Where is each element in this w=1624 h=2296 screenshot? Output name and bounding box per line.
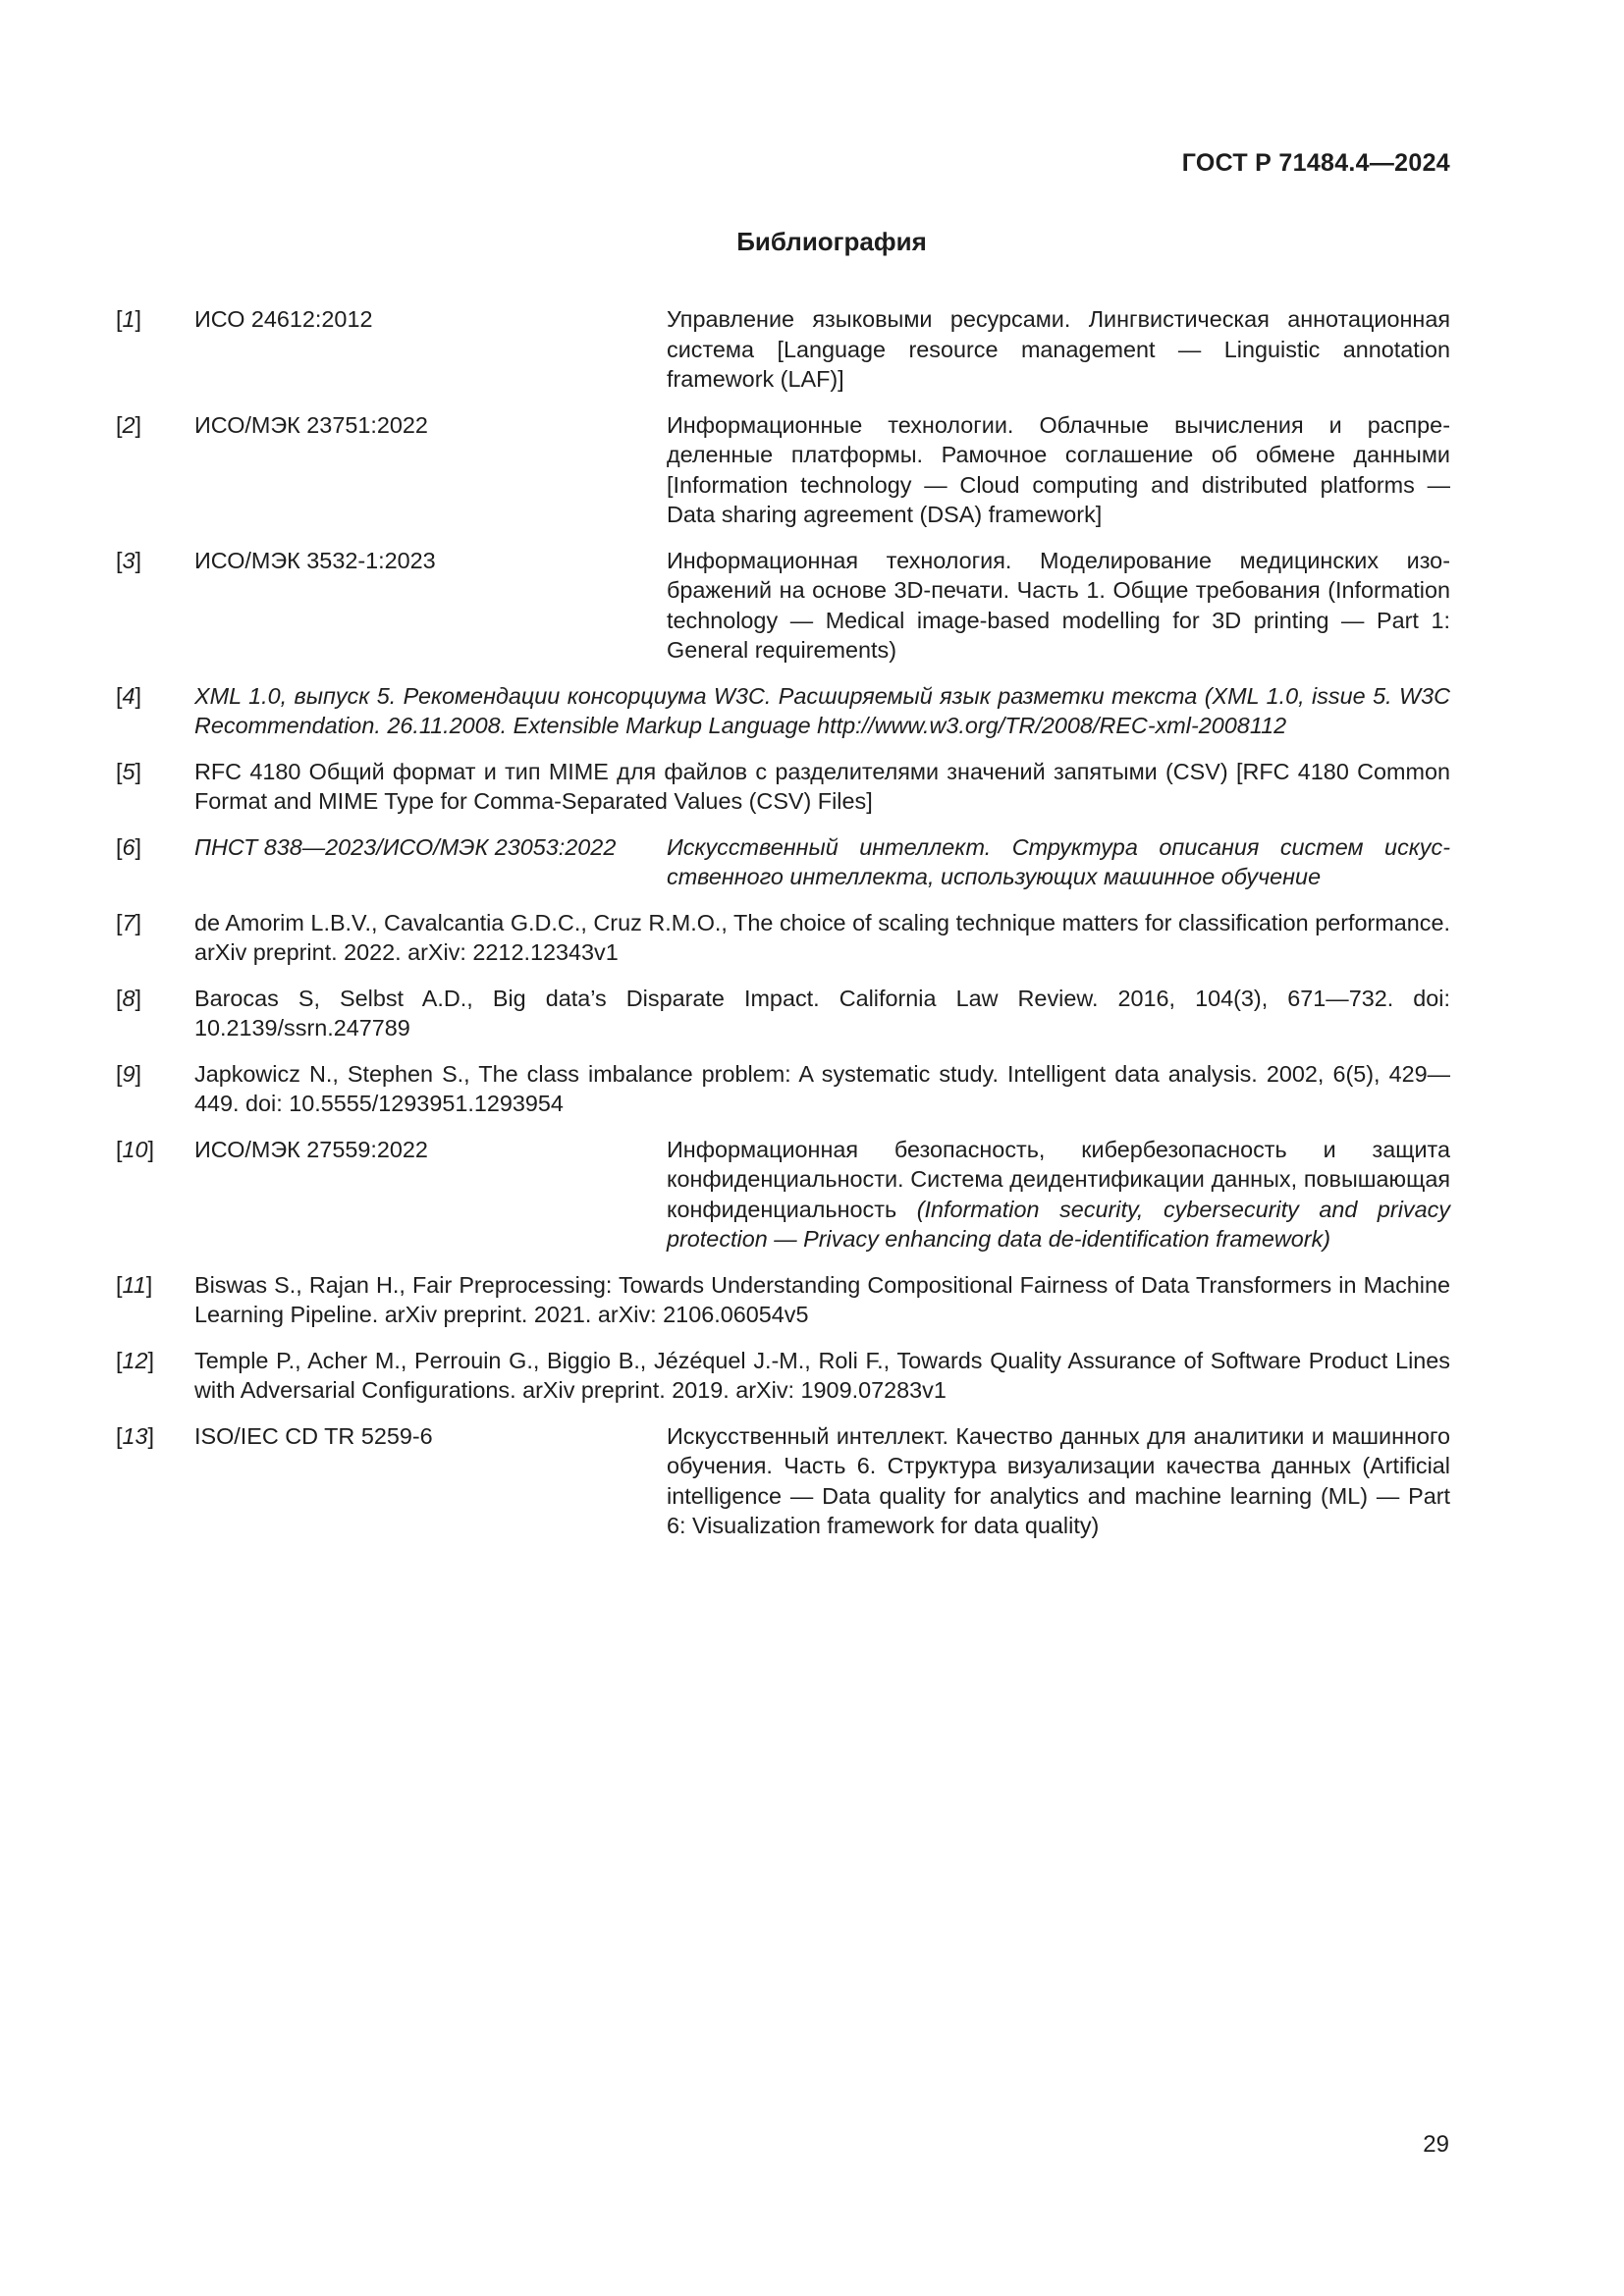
bib-entry <box>116 908 1450 968</box>
bib-entry-description: Искусственный интеллект. Структура описания систем искусственного интеллекта, использующих машинное обучение <box>667 833 1450 889</box>
bib-entry-code: ИСО/МЭК 3532-1:2023 <box>194 547 436 573</box>
page-title: Библиография <box>736 227 927 256</box>
bibliography-list <box>116 304 1450 1557</box>
bib-entry-description <box>667 1135 1450 1255</box>
bib-entry-code: ISO/IEC CD TR 5259-6 <box>194 1422 433 1449</box>
bib-entry-text: Barocas S, Selbst A.D., Big data’s Disparate Impact. California Law Review. 2016, 104(3), 671—732. doi: 10.2139/ssrn.247789 <box>194 985 1450 1041</box>
bib-entry-number: [10] <box>116 1136 155 1162</box>
bib-entry-number: [12] <box>116 1347 155 1373</box>
bib-entry <box>116 757 1450 817</box>
bib-entry-number: [13] <box>116 1422 155 1449</box>
bib-entry-number: [3] <box>116 547 142 573</box>
bib-entry <box>116 304 1450 395</box>
bib-entry <box>116 1346 1450 1406</box>
bib-entry <box>116 1135 1450 1255</box>
bib-entry-text: Japkowicz N., Stephen S., The class imbalance problem: A systematic study. Intelligent data analysis. 2002, 6(5), 429—449. doi: 10.5555/1293951.1293954 <box>194 1060 1450 1116</box>
bib-entry-number: [8] <box>116 985 142 1011</box>
bib-entry <box>116 832 1450 892</box>
bib-entry <box>116 410 1450 530</box>
bib-entry-number: [6] <box>116 833 142 860</box>
bib-entry-code: ИСО 24612:2012 <box>194 306 373 332</box>
bib-entry-text: RFC 4180 Общий формат и тип MIME для файлов с разделителями значений запятыми (CSV) [RFC 4180 Common Format and MIME Type for Comma-Separated Values (CSV) Files] <box>194 758 1450 814</box>
bib-entry-number: [11] <box>116 1271 153 1298</box>
bib-entry-code: ПНСТ 838—2023/ИСО/МЭК 23053:2022 <box>194 833 617 860</box>
bib-entry <box>116 1421 1450 1541</box>
bib-entry <box>116 546 1450 666</box>
bib-entry-text: XML 1.0, выпуск 5. Рекомендации консорциума W3C. Расширяемый язык разметки текста (XML 1.0, issue 5. W3C Recommendation. 26.11.2008. Extensible Markup Language http://www.w3.org/TR/2008/REC-xml-2008112 <box>194 682 1450 738</box>
bib-entry-number: [5] <box>116 758 142 784</box>
bib-entry-code: ИСО/МЭК 23751:2022 <box>194 411 428 438</box>
bib-entry <box>116 984 1450 1043</box>
bib-entry-description: Информационная технология. Моделирование медицинских изображений на основе 3D-печати. Часть 1. Общие требования (Information technology — Medical image-based modelling for 3D printing — Part 1: General requirements) <box>667 547 1450 663</box>
bib-entry-description: Искусственный интеллект. Качество данных для аналитики и машинного обучения. Часть 6. Структура визуализации качества данных (Artificial intelligence — Data quality for analytics and machine learning (ML) — Part 6: Visualization framework for data quality) <box>667 1422 1450 1538</box>
bib-entry <box>116 681 1450 741</box>
bib-entry-description: Управление языковыми ресурсами. Лингвистическая аннотационная система [Language resource management — Linguistic annotation framework (LAF)] <box>667 306 1450 392</box>
bib-entry-text: Biswas S., Rajan H., Fair Preprocessing: Towards Understanding Compositional Fairness of Data Transformers in Machine Learning Pipeline. arXiv preprint. 2021. arXiv: 2106.06054v5 <box>194 1271 1450 1327</box>
bib-entry-description-english: (Information security, cybersecurity and privacy protection — Privacy enhancing data de-identification framework) <box>667 1196 1450 1252</box>
bib-entry-text: Temple P., Acher M., Perrouin G., Biggio B., Jézéquel J.-M., Roli F., Towards Quality Assurance of Software Product Lines with Adversarial Configurations. arXiv preprint. 2019. arXiv: 1909.07283v1 <box>194 1347 1450 1403</box>
bib-entry-number: [7] <box>116 909 142 935</box>
bib-entry-code: ИСО/МЭК 27559:2022 <box>194 1136 428 1162</box>
bib-entry <box>116 1270 1450 1330</box>
bib-entry-text: de Amorim L.B.V., Cavalcantia G.D.C., Cruz R.M.O., The choice of scaling technique matters for classification performance. arXiv preprint. 2022. arXiv: 2212.12343v1 <box>194 909 1450 965</box>
page-number: 29 <box>1423 2131 1449 2158</box>
bib-entry-number: [2] <box>116 411 142 438</box>
bib-entry-number: [1] <box>116 306 142 332</box>
bib-entry-description: Информационные технологии. Облачные вычисления и распределенные платформы. Рамочное соглашение об обмене данными [Information technology — Cloud computing and distributed platforms — Data sharing agreement (DSA) framework] <box>667 411 1450 527</box>
document-header: ГОСТ Р 71484.4—2024 <box>1181 149 1450 177</box>
bib-entry <box>116 1059 1450 1119</box>
bib-entry-number: [9] <box>116 1060 142 1087</box>
bib-entry-description-main: Информационная безопасность, кибербезопасность и защита конфиденциальности. Система деидентификации данных, повышающая конфиденциальность <box>667 1136 1450 1222</box>
bib-entry-number: [4] <box>116 682 142 709</box>
